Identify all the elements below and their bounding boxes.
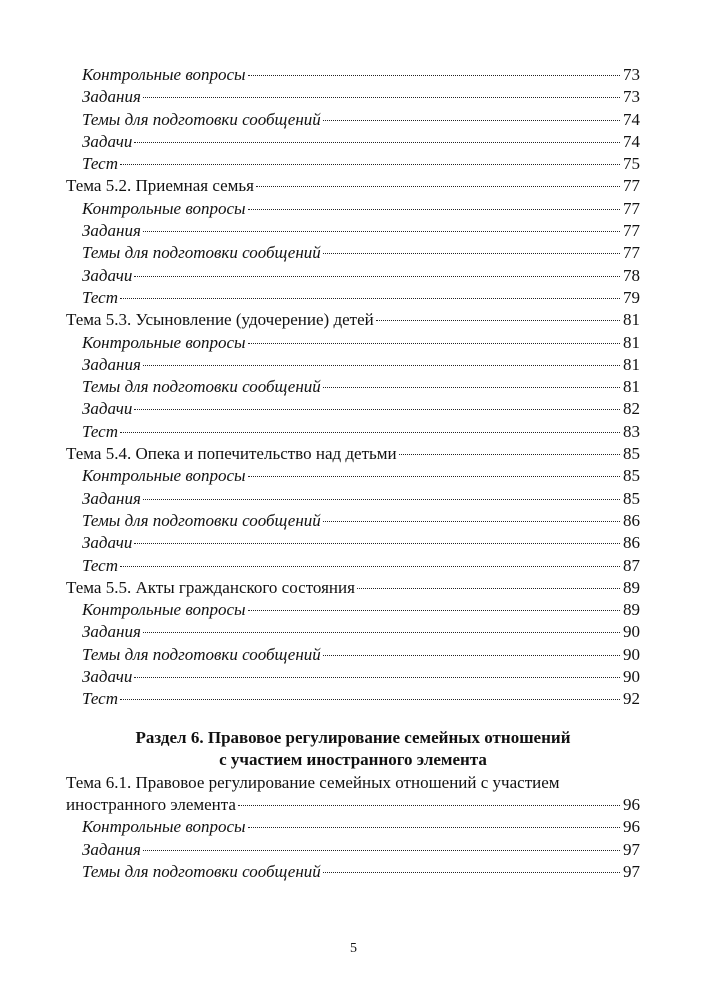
- toc-entry-page: 81: [623, 332, 640, 352]
- toc-entry-label: Темы для подготовки сообщений: [82, 243, 321, 263]
- toc-list-section-5: [66, 64, 640, 711]
- toc-subentry: [66, 621, 640, 643]
- toc-entry-page: 85: [623, 488, 640, 508]
- dot-leader: [120, 432, 620, 433]
- toc-entry-page: 86: [623, 533, 640, 553]
- toc-entry-page: 92: [623, 689, 640, 709]
- toc-subentry: [66, 599, 640, 621]
- toc-entry-topic-6-1-line-1: Тема 6.1. Правовое регулирование семейных отношений с участием: [66, 772, 560, 792]
- toc-entry-label: Задачи: [82, 533, 133, 553]
- toc-entry-page: 78: [623, 265, 640, 285]
- toc-entry-page: 73: [623, 65, 640, 84]
- toc-entry-page: 85: [623, 444, 640, 464]
- toc-entry-page: 85: [623, 466, 640, 486]
- toc-entry-label: иностранного элемента: [66, 794, 236, 814]
- toc-subentry: [66, 109, 640, 131]
- toc-entry-page: 82: [623, 399, 640, 419]
- toc-subentry: [66, 86, 640, 108]
- toc-entry-page: 87: [623, 555, 640, 575]
- dot-leader: [120, 164, 620, 165]
- toc-entry-page: 89: [623, 600, 640, 620]
- toc-subentry: [66, 510, 640, 532]
- dot-leader: [143, 97, 620, 98]
- toc-entry-label: Темы для подготовки сообщений: [82, 861, 321, 881]
- toc-entry-page: 96: [623, 794, 640, 814]
- toc-subentry: [66, 666, 640, 688]
- toc-entry-label: Темы для подготовки сообщений: [82, 109, 321, 129]
- dot-leader: [134, 409, 620, 410]
- toc-entry-label: Задачи: [82, 265, 133, 285]
- toc-entry-page: 90: [623, 622, 640, 642]
- toc-entry-page: 77: [623, 176, 640, 196]
- toc-entry-label: Контрольные вопросы: [82, 198, 246, 218]
- toc-entry-label: Контрольные вопросы: [82, 466, 246, 486]
- toc-subentry: [66, 242, 640, 264]
- toc-entry-label: Тема 5.3. Усыновление (удочерение) детей: [66, 310, 374, 330]
- dot-leader: [323, 872, 620, 873]
- toc-entry: [66, 577, 640, 599]
- dot-leader: [143, 231, 620, 232]
- dot-leader: [134, 543, 620, 544]
- dot-leader: [323, 521, 620, 522]
- toc-entry-label: Контрольные вопросы: [82, 600, 246, 620]
- toc-entry-label: Тема 5.2. Приемная семья: [66, 176, 254, 196]
- toc-subentry: [66, 816, 640, 838]
- toc-entry-label: Тема 5.5. Акты гражданского состояния: [66, 577, 355, 597]
- section-6-heading-line-2: с участием иностранного элемента: [219, 749, 487, 769]
- dot-leader: [143, 850, 620, 851]
- dot-leader: [323, 120, 620, 121]
- toc-entry-label: Тема 5.4. Опека и попечительство над детьми: [66, 444, 397, 464]
- dot-leader: [248, 209, 620, 210]
- toc-entry-label: Темы для подготовки сообщений: [82, 510, 321, 530]
- dot-leader: [399, 454, 620, 455]
- table-of-contents: [66, 64, 640, 883]
- toc-subentry: [66, 839, 640, 861]
- toc-entry-label: Тест: [82, 421, 118, 441]
- toc-subentry: [66, 265, 640, 287]
- dot-leader: [143, 499, 620, 500]
- section-6-heading: [66, 727, 640, 771]
- toc-entry-page: 86: [623, 510, 640, 530]
- dot-leader: [323, 253, 620, 254]
- toc-subentry: [66, 555, 640, 577]
- toc-entry-label: Задания: [82, 839, 141, 859]
- toc-entry-page: 74: [623, 109, 640, 129]
- dot-leader: [120, 699, 620, 700]
- toc-subentry: [66, 861, 640, 883]
- toc-entry-label: Задачи: [82, 399, 133, 419]
- toc-entry-topic-6-1-line-2: [66, 794, 640, 816]
- toc-subentry: [66, 153, 640, 175]
- toc-entry-label: Тест: [82, 154, 118, 174]
- dot-leader: [248, 476, 620, 477]
- toc-entry-label: Темы для подготовки сообщений: [82, 377, 321, 397]
- toc-entry-label: Тест: [82, 689, 118, 709]
- dot-leader: [323, 387, 620, 388]
- toc-entry-page: 90: [623, 667, 640, 687]
- toc-entry-label: Контрольные вопросы: [82, 65, 246, 84]
- section-6-heading-line-1: Раздел 6. Правовое регулирование семейных отношений: [135, 727, 571, 747]
- dot-leader: [134, 677, 620, 678]
- toc-entry-page: 73: [623, 87, 640, 107]
- toc-subentry: [66, 332, 640, 354]
- dot-leader: [248, 610, 620, 611]
- toc-list-section-6: [66, 816, 640, 883]
- dot-leader: [248, 827, 620, 828]
- toc-entry-label: Задания: [82, 622, 141, 642]
- dot-leader: [248, 343, 620, 344]
- dot-leader: [134, 142, 620, 143]
- toc-subentry: [66, 465, 640, 487]
- toc-entry-page: 77: [623, 198, 640, 218]
- dot-leader: [143, 632, 620, 633]
- toc-entry-label: Задания: [82, 87, 141, 107]
- toc-entry-page: 89: [623, 577, 640, 597]
- dot-leader: [357, 588, 620, 589]
- toc-entry-page: 77: [623, 243, 640, 263]
- dot-leader: [256, 186, 620, 187]
- toc-entry-label: Задания: [82, 221, 141, 241]
- toc-subentry: [66, 64, 640, 86]
- toc-entry-page: 90: [623, 644, 640, 664]
- toc-subentry: [66, 220, 640, 242]
- toc-entry-label: Тест: [82, 287, 118, 307]
- dot-leader: [238, 805, 620, 806]
- toc-subentry: [66, 198, 640, 220]
- toc-subentry: [66, 398, 640, 420]
- dot-leader: [143, 365, 620, 366]
- toc-entry-page: 74: [623, 131, 640, 151]
- toc-entry-label: Контрольные вопросы: [82, 332, 246, 352]
- toc-entry-page: 81: [623, 377, 640, 397]
- dot-leader: [120, 566, 620, 567]
- toc-subentry: [66, 644, 640, 666]
- toc-subentry: [66, 354, 640, 376]
- dot-leader: [134, 276, 620, 277]
- toc-subentry: [66, 376, 640, 398]
- toc-entry-topic-6-1: [66, 772, 640, 817]
- toc-entry-label: Тест: [82, 555, 118, 575]
- toc-entry-label: Контрольные вопросы: [82, 817, 246, 837]
- toc-entry-label: Задачи: [82, 131, 133, 151]
- toc-entry-page: 97: [623, 861, 640, 881]
- toc-subentry: [66, 488, 640, 510]
- toc-entry-page: 81: [623, 354, 640, 374]
- toc-entry-label: Темы для подготовки сообщений: [82, 644, 321, 664]
- dot-leader: [323, 655, 620, 656]
- toc-entry-label: Задания: [82, 488, 141, 508]
- dot-leader: [376, 320, 620, 321]
- page-number: 5: [350, 941, 357, 956]
- toc-entry-page: 77: [623, 221, 640, 241]
- dot-leader: [248, 75, 620, 76]
- toc-subentry: [66, 421, 640, 443]
- toc-subentry: [66, 287, 640, 309]
- toc-entry-label: Задания: [82, 354, 141, 374]
- toc-entry: [66, 443, 640, 465]
- toc-entry-page: 96: [623, 817, 640, 837]
- toc-subentry: [66, 532, 640, 554]
- toc-entry: [66, 175, 640, 197]
- toc-subentry: [66, 131, 640, 153]
- toc-entry-page: 83: [623, 421, 640, 441]
- toc-entry: [66, 309, 640, 331]
- toc-entry-page: 81: [623, 310, 640, 330]
- toc-subentry: [66, 688, 640, 710]
- toc-entry-page: 79: [623, 287, 640, 307]
- toc-entry-label: Задачи: [82, 667, 133, 687]
- toc-entry-page: 75: [623, 154, 640, 174]
- dot-leader: [120, 298, 620, 299]
- toc-entry-page: 97: [623, 839, 640, 859]
